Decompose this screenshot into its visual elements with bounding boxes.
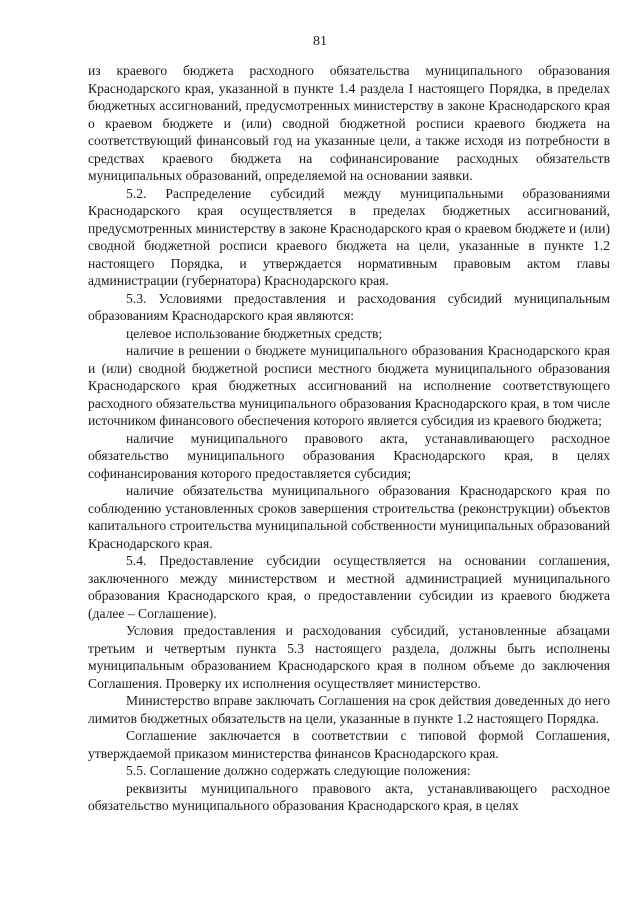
- paragraph: 5.5. Соглашение должно содержать следующие положения:: [126, 763, 471, 778]
- paragraph: 5.4. Предоставление субсидии осуществляется на основании соглашения, заключенного между министерством и местной администрацией муниципального образования Краснодарского края, о предоставлении субсидии из краевого бюджета (далее – Соглашение).: [88, 553, 610, 621]
- paragraph: Условия предоставления и расходования субсидий, установленные абзацами третьим и четвертым пункта 5.3 настоящего раздела, должны быть исполнены муниципальным образованием Краснодарского края в полном объеме до заключения Соглашения. Проверку их исполнения осуществляет министерство.: [88, 623, 610, 691]
- paragraph: из краевого бюджета расходного обязательства муниципального образования Краснодарского края, указанной в пункте 1.4 раздела I настоящего Порядка, в пределах бюджетных ассигнований, предусмотренных министерству в законе Краснодарского края о краевом бюджете и (или) сводной бюджетной росписи краевого бюджета на соответствующий финансовый год на указанные цели, а также исходя из потребности в средствах краевого бюджета на софинансирование расходных обязательств муниципальных образований, определяемой на основании заявки.: [88, 63, 610, 183]
- document-body: [88, 62, 610, 815]
- paragraph: наличие в решении о бюджете муниципального образования Краснодарского края и (или) сводной бюджетной росписи местного бюджета муниципального образования Краснодарского края бюджетных ассигнований на исполнение соответствующего расходного обязательства муниципального образования Краснодарского края, в том числе источником финансового обеспечения которого является субсидия из краевого бюджета;: [88, 343, 610, 428]
- paragraph: целевое использование бюджетных средств;: [126, 325, 383, 341]
- paragraph: Министерство вправе заключать Соглашения на срок действия доведенных до него лимитов бюджетных обязательств на цели, указанные в пункте 1.2 настоящего Порядка.: [88, 693, 610, 726]
- paragraph: 5.3. Условиями предоставления и расходования субсидий муниципальным образованиям Краснодарского края являются:: [88, 290, 610, 323]
- paragraph: наличие муниципального правового акта, устанавливающего расходное обязательство муниципального образования Краснодарского края, в целях софинансирования которого предоставляется субсидия;: [88, 430, 610, 481]
- paragraph: 5.2. Распределение субсидий между муниципальными образованиями Краснодарского края осуществляется в пределах бюджетных ассигнований, предусмотренных министерству в законе Краснодарского края о краевом бюджете и (или) сводной бюджетной росписи краевого бюджета на цели, указанные в пункте 1.2 настоящего Порядка, и утверждается нормативным правовым актом главы администрации (губернатора) Краснодарского края.: [88, 185, 610, 288]
- page-number: 81: [313, 34, 327, 49]
- paragraph: наличие обязательства муниципального образования Краснодарского края по соблюдению установленных сроков завершения строительства (реконструкции) объектов капитального строительства муниципальной собственности муниципальных образований Краснодарского края.: [88, 483, 610, 551]
- paragraph: реквизиты муниципального правового акта, устанавливающего расходное обязательство муниципального образования Краснодарского края, в целях: [88, 780, 610, 813]
- paragraph: Соглашение заключается в соответствии с типовой формой Соглашения, утверждаемой приказом министерства финансов Краснодарского края.: [88, 728, 610, 761]
